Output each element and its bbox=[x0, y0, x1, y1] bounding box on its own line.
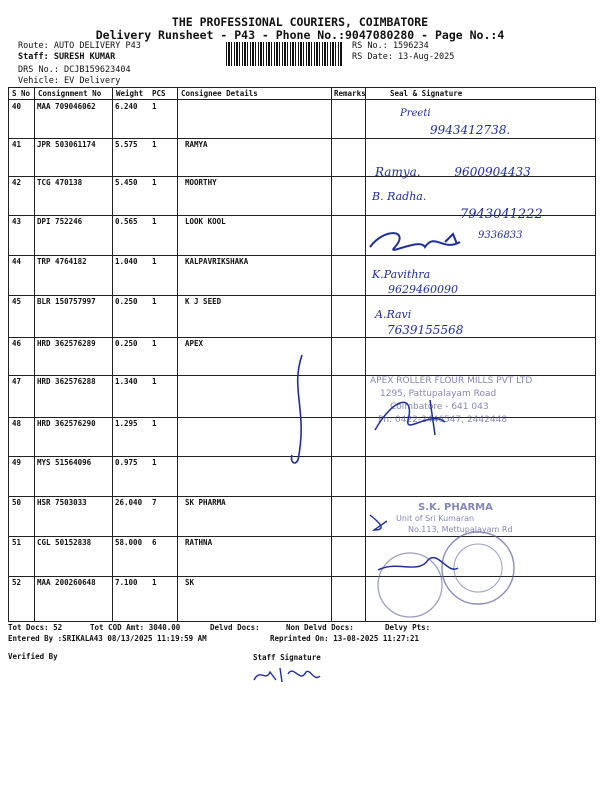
row-sno: 52 bbox=[12, 578, 22, 587]
row-pcs: 1 bbox=[152, 377, 157, 386]
row-weight: 26.040 bbox=[115, 498, 143, 507]
col-header-seal: Seal & Signature bbox=[390, 89, 463, 98]
col-line bbox=[8, 87, 9, 621]
row-pcs: 1 bbox=[152, 297, 157, 306]
row-divider bbox=[8, 295, 596, 296]
row-sno: 48 bbox=[12, 419, 22, 428]
row-consignment-no: TRP 4764182 bbox=[37, 257, 87, 266]
delivered-docs: Delvd Docs: bbox=[210, 623, 260, 632]
row-weight: 58.000 bbox=[115, 538, 143, 547]
signature-scribble-long bbox=[280, 350, 320, 470]
stamp-line: Unit of Sri Kumaran bbox=[396, 514, 475, 523]
row-sno: 45 bbox=[12, 297, 22, 306]
row-weight: 5.450 bbox=[115, 178, 138, 187]
row-sno: 47 bbox=[12, 377, 22, 386]
signer-name: A.Ravi bbox=[375, 308, 412, 321]
row-pcs: 1 bbox=[152, 178, 157, 187]
staff-signature-label: Staff Signature bbox=[253, 653, 321, 662]
row-consignee: K J SEED bbox=[185, 297, 222, 306]
signer-name: Preeti bbox=[400, 108, 431, 119]
signer-phone: 9336833 bbox=[478, 230, 523, 241]
company-title: THE PROFESSIONAL COURIERS, COIMBATORE bbox=[171, 15, 429, 29]
row-weight: 5.575 bbox=[115, 140, 138, 149]
row-pcs: 1 bbox=[152, 578, 157, 587]
signature-row-44 bbox=[372, 268, 458, 296]
signature-row-45 bbox=[375, 308, 463, 337]
row-weight: 0.250 bbox=[115, 297, 138, 306]
stamp-line: 1295, Pattupalayam Road bbox=[380, 389, 497, 399]
stamp-line: Coimbatore - 641 043 bbox=[390, 402, 489, 412]
entered-by: Entered By :SRIKALA43 08/13/2025 11:19:59 AM bbox=[8, 634, 207, 643]
staff-text: Staff: SURESH KUMAR bbox=[18, 52, 116, 62]
route-text: Route: AUTO DELIVERY P43 bbox=[18, 41, 141, 51]
non-delivered-docs: Non Delvd Docs: bbox=[286, 623, 354, 632]
rs-no: RS No.: 1596234 bbox=[352, 41, 429, 51]
header-divider bbox=[8, 99, 596, 100]
stamp-line: APEX ROLLER FLOUR MILLS PVT LTD bbox=[370, 376, 533, 386]
row-weight: 0.565 bbox=[115, 217, 138, 226]
col-line bbox=[331, 87, 332, 621]
signer-phone: 9629460090 bbox=[388, 283, 458, 296]
drs-text: DRS No.: DCJB159623404 bbox=[18, 65, 131, 75]
row-pcs: 6 bbox=[152, 538, 157, 547]
row-consignment-no: HRD 362576290 bbox=[37, 419, 96, 428]
row-pcs: 1 bbox=[152, 339, 157, 348]
row-pcs: 1 bbox=[152, 419, 157, 428]
table-bottom-border bbox=[8, 621, 596, 622]
delivery-points: Delvy Pts: bbox=[385, 623, 431, 632]
signer-phone: 7639155568 bbox=[387, 323, 464, 337]
signature-row-41 bbox=[375, 165, 531, 179]
row-sno: 43 bbox=[12, 217, 22, 226]
vehicle-text: Vehicle: EV Delivery bbox=[18, 76, 121, 86]
row-sno: 50 bbox=[12, 498, 22, 507]
total-cod: Tot COD Amt: 3040.00 bbox=[90, 623, 181, 632]
signer-name: K.Pavithra bbox=[372, 268, 431, 281]
row-weight: 1.040 bbox=[115, 257, 138, 266]
row-consignment-no: HRD 362576289 bbox=[37, 339, 96, 348]
row-weight: 0.975 bbox=[115, 458, 138, 467]
signature-row-40 bbox=[400, 108, 510, 137]
total-docs: Tot Docs: 52 bbox=[8, 623, 63, 632]
signer-phone: 9943412738. bbox=[430, 123, 511, 137]
col-line bbox=[34, 87, 35, 621]
row-weight: 6.240 bbox=[115, 102, 138, 111]
row-pcs: 1 bbox=[152, 257, 157, 266]
row-sno: 40 bbox=[12, 102, 22, 111]
row-weight: 0.250 bbox=[115, 339, 138, 348]
row-consignee: APEX bbox=[185, 339, 204, 348]
row-consignment-no: HSR 7503033 bbox=[37, 498, 87, 507]
col-line bbox=[177, 87, 178, 621]
row-divider bbox=[8, 138, 596, 139]
row-divider bbox=[8, 337, 596, 338]
barcode bbox=[226, 42, 342, 66]
row-consignment-no: TCG 470138 bbox=[37, 178, 83, 187]
runsheet-subtitle: Delivery Runsheet - P43 - Phone No.:9047080280 - Page No.:4 bbox=[95, 28, 505, 42]
stamp-line: Ph: 0422-2446547, 2442448 bbox=[378, 415, 508, 425]
route-info bbox=[18, 41, 141, 87]
signature-row-42 bbox=[372, 190, 543, 222]
col-line bbox=[365, 87, 366, 621]
row-consignee: KALPAVRIKSHAKA bbox=[185, 257, 249, 266]
table-top-border bbox=[8, 87, 596, 88]
round-seals-row-51 bbox=[368, 530, 528, 620]
row-sno: 41 bbox=[12, 140, 22, 149]
col-header-sno: S No bbox=[12, 89, 31, 98]
signature-over-stamp bbox=[370, 390, 490, 440]
row-pcs: 1 bbox=[152, 140, 157, 149]
row-consignment-no: MAA 709046062 bbox=[37, 102, 96, 111]
col-header-consignee: Consignee Details bbox=[181, 89, 258, 98]
row-weight: 1.340 bbox=[115, 377, 138, 386]
signature-scribble-row-43 bbox=[365, 222, 595, 262]
staff-signature-scribble bbox=[250, 660, 330, 690]
row-consignment-no: BLR 150757997 bbox=[37, 297, 96, 306]
row-consignment-no: MAA 200260648 bbox=[37, 578, 96, 587]
rs-date: RS Date: 13-Aug-2025 bbox=[352, 52, 455, 62]
row-consignment-no: JPR 503061174 bbox=[37, 140, 96, 149]
row-pcs: 1 bbox=[152, 217, 157, 226]
row-weight: 7.100 bbox=[115, 578, 138, 587]
verified-by-label: Verified By bbox=[8, 652, 58, 661]
row-consignment-no: DPI 752246 bbox=[37, 217, 83, 226]
row-sno: 44 bbox=[12, 257, 22, 266]
signer-name: B. Radha. bbox=[372, 190, 427, 203]
row-sno: 51 bbox=[12, 538, 22, 547]
row-sno: 46 bbox=[12, 339, 22, 348]
row-pcs: 1 bbox=[152, 458, 157, 467]
row-weight: 1.295 bbox=[115, 419, 138, 428]
row-consignee: SK PHARMA bbox=[185, 498, 226, 507]
stamp-line: No.113, Mettupalayam Rd bbox=[408, 525, 513, 534]
signature-row-43 bbox=[478, 230, 523, 241]
row-consignment-no: HRD 362576288 bbox=[37, 377, 96, 386]
stamp-line: S.K. PHARMA bbox=[418, 502, 493, 513]
row-consignee: LOOK KOOL bbox=[185, 217, 226, 226]
col-header-weight: Weight bbox=[116, 89, 144, 98]
reprinted-on: Reprinted On: 13-08-2025 11:27:21 bbox=[270, 634, 420, 643]
row-pcs: 1 bbox=[152, 102, 157, 111]
col-line bbox=[112, 87, 113, 621]
col-header-consignment: Consignment No bbox=[38, 89, 102, 98]
col-header-pcs: PCS bbox=[152, 89, 166, 98]
signer-name: Ramya. bbox=[375, 165, 421, 179]
signer-phone: 9600904433 bbox=[454, 165, 531, 179]
col-line bbox=[595, 87, 596, 621]
row-consignee: MOORTHY bbox=[185, 178, 217, 187]
row-consignment-no: CGL 50152838 bbox=[37, 538, 92, 547]
row-consignee: RAMYA bbox=[185, 140, 208, 149]
rs-info bbox=[352, 41, 454, 63]
row-pcs: 7 bbox=[152, 498, 157, 507]
signer-phone: 7943041222 bbox=[460, 207, 543, 222]
row-sno: 49 bbox=[12, 458, 22, 467]
col-header-remarks: Remarks bbox=[334, 89, 366, 98]
row-consignee: RATHNA bbox=[185, 538, 213, 547]
row-consignee: SK bbox=[185, 578, 195, 587]
row-sno: 42 bbox=[12, 178, 22, 187]
row-divider bbox=[8, 496, 596, 497]
row-consignment-no: MYS 51564096 bbox=[37, 458, 92, 467]
